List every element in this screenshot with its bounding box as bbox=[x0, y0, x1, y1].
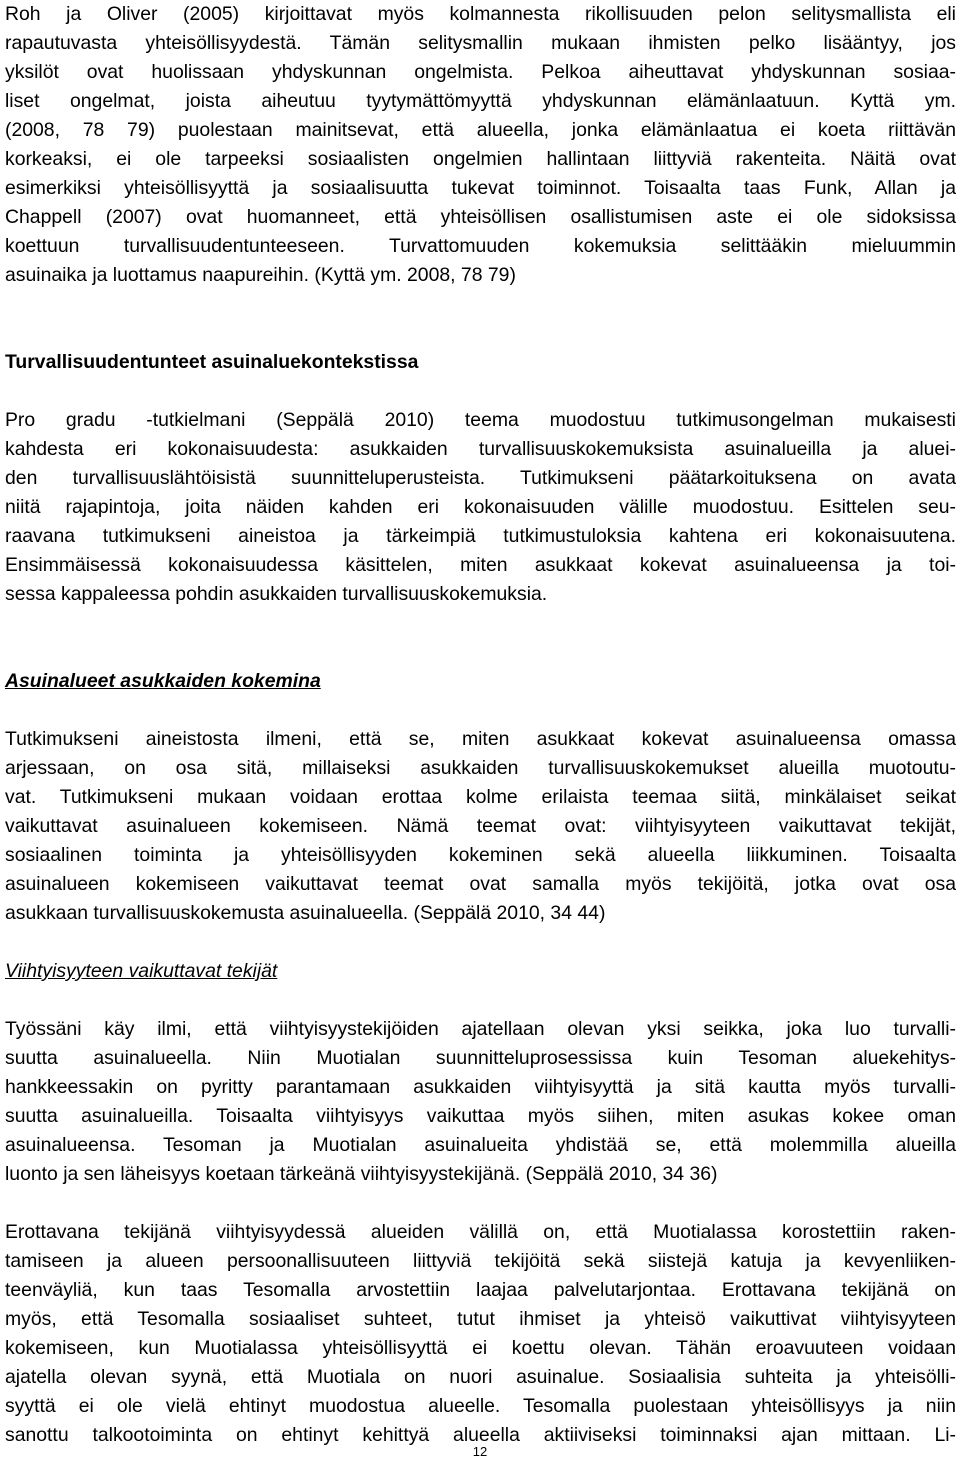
text-line: Työssäni käy ilmi, että viihtyisyystekijöiden ajatellaan olevan yksi seikka, joka luo turvalli- bbox=[5, 1018, 956, 1040]
text-line: Erottavana tekijänä viihtyisyydessä alueiden välillä on, että Muotialassa korostettiin raken- bbox=[5, 1221, 956, 1243]
paragraph-gradu bbox=[5, 406, 956, 609]
text-line: asuinaika ja luottamus naapureihin. (Kyttä ym. 2008, 78 79) bbox=[5, 264, 516, 286]
text-line: rapautuvasta yhteisöllisyydestä. Tämän selitysmallin mukaan ihmisten pelko lisääntyy, jos bbox=[5, 32, 956, 54]
text-line: yksilöt ovat huolissaan yhdyskunnan ongelmista. Pelkoa aiheuttavat yhdyskunnan sosiaa- bbox=[5, 61, 956, 83]
text-line: arjessaan, on osa sitä, millaiseksi asukkaiden turvallisuuskokemukset alueilla muotoutu- bbox=[5, 757, 956, 779]
text-line: vaikuttavat asuinalueen kokemiseen. Nämä teemat ovat: viihtyisyyteen vaikuttavat tekijät, bbox=[5, 815, 956, 837]
text-line: sanottu talkootoiminta on ehtinyt kehittyä alueella aktiiviseksi toiminnaksi ajan mittaan. Li- bbox=[5, 1424, 956, 1446]
paragraph-intro bbox=[5, 0, 956, 290]
text-line: sessa kappaleessa pohdin asukkaiden turvallisuuskokemuksia. bbox=[5, 583, 548, 605]
paragraph-erottava bbox=[5, 1218, 956, 1450]
text-line: liset ongelmat, joista aiheutuu tyytymättömyyttä yhdyskunnan elämänlaatuun. Kyttä ym. bbox=[5, 90, 956, 112]
text-line: asuinalueen kokemiseen vaikuttavat teemat ovat samalla myös tekijöitä, jotka ovat osa bbox=[5, 873, 956, 895]
text-line: sosiaalinen toiminta ja yhteisöllisyyden kokeminen sekä alueella liikkuminen. Toisaalta bbox=[5, 844, 956, 866]
text-line: korkeaksi, ei ole tarpeeksi sosiaalisten ongelmien hallintaan liittyviä rakenteita. Näitä ovat bbox=[5, 148, 956, 170]
text-line: niitä rajapintoja, joita näiden kahden eri kokonaisuuden välille muodostuu. Esittelen seu- bbox=[5, 496, 956, 518]
text-line: raavana tutkimukseni aineistoa ja tärkeimpiä tutkimustuloksia kahtena eri kokonaisuutena. bbox=[5, 525, 956, 547]
text-line: Roh ja Oliver (2005) kirjoittavat myös kolmannesta rikollisuuden pelon selitysmallista eli bbox=[5, 3, 956, 25]
text-line: Chappell (2007) ovat huomanneet, että yhteisöllisen osallistumisen aste ei ole sidoksissa bbox=[5, 206, 956, 228]
text-line: hankkeessakin on pyritty parantamaan asukkaiden viihtyisyyttä ja sitä kautta myös turvalli- bbox=[5, 1076, 956, 1098]
text-line: syyttä ei ole vielä ehtinyt muodostua alueelle. Tesomalla puolestaan yhteisöllisyys ja niin bbox=[5, 1395, 956, 1417]
text-line: esimerkiksi yhteisöllisyyttä ja sosiaalisuutta tukevat toiminnot. Toisaalta taas Funk, Allan ja bbox=[5, 177, 956, 199]
subsubsection-heading: Viihtyisyyteen vaikuttavat tekijät bbox=[5, 960, 278, 982]
text-line: vat. Tutkimukseni mukaan voidaan erottaa kolme erilaista teemaa siitä, minkälaiset seikat bbox=[5, 786, 956, 808]
text-line: Ensimmäisessä kokonaisuudessa käsittelen, miten asukkaat kokevat asuinalueensa ja toi- bbox=[5, 554, 956, 576]
page-number: 12 bbox=[472, 1444, 488, 1459]
text-line: myös, että Tesomalla sosiaaliset suhteet, tutut ihmiset ja yhteisö vaikuttivat viihtyisyyteen bbox=[5, 1308, 956, 1330]
text-line: suutta asuinalueella. Niin Muotialan suunnitteluprosessissa kuin Tesoman aluekehitys- bbox=[5, 1047, 956, 1069]
text-line: Pro gradu -tutkielmani (Seppälä 2010) teema muodostuu tutkimusongelman mukaisesti bbox=[5, 409, 956, 431]
text-line: kahdesta eri kokonaisuudesta: asukkaiden turvallisuuskokemuksista asuinalueilla ja aluei- bbox=[5, 438, 956, 460]
text-line: teenväyliä, kun taas Tesomalla arvostettiin laajaa palvelutarjontaa. Erottavana tekijänä on bbox=[5, 1279, 956, 1301]
text-line: suutta asuinalueilla. Toisaalta viihtyisyys vaikuttaa myös siihen, miten asukas kokee oman bbox=[5, 1105, 956, 1127]
text-line: tamiseen ja alueen persoonallisuuteen liittyviä tekijöitä sekä siistejä katuja ja kevyenliiken- bbox=[5, 1250, 956, 1272]
subsection-heading: Asuinalueet asukkaiden kokemina bbox=[5, 670, 321, 692]
paragraph-tyoni bbox=[5, 1015, 956, 1189]
text-line: koettuun turvallisuudentunteeseen. Turvattomuuden kokemuksia selittääkin mieluummin bbox=[5, 235, 956, 257]
text-line: asukkaan turvallisuuskokemusta asuinalueella. (Seppälä 2010, 34 44) bbox=[5, 902, 606, 924]
text-line: kokemiseen, kun Muotialassa yhteisöllisyyttä ei koettu olevan. Tähän eroavuuteen voidaan bbox=[5, 1337, 956, 1359]
section-heading: Turvallisuudentunteet asuinaluekontekstissa bbox=[5, 351, 419, 373]
text-line: asuinalueensa. Tesoman ja Muotialan asuinalueita yhdistää se, että molemmilla alueilla bbox=[5, 1134, 956, 1156]
text-line: ajatella olevan syynä, että Muotiala on nuori asuinalue. Sosiaalisia suhteita ja yhteisölli- bbox=[5, 1366, 956, 1388]
text-line: (2008, 78 79) puolestaan mainitsevat, että alueella, jonka elämänlaatua ei koeta riittävän bbox=[5, 119, 956, 141]
document-page bbox=[5, 0, 956, 1450]
text-line: luonto ja sen läheisyys koetaan tärkeänä viihtyisyystekijänä. (Seppälä 2010, 34 36) bbox=[5, 1163, 718, 1185]
text-line: den turvallisuuslähtöisistä suunnitteluperusteista. Tutkimukseni päätarkoituksena on avata bbox=[5, 467, 956, 489]
text-line: Tutkimukseni aineistosta ilmeni, että se, miten asukkaat kokevat asuinalueensa omassa bbox=[5, 728, 956, 750]
paragraph-asuinalueet bbox=[5, 725, 956, 928]
